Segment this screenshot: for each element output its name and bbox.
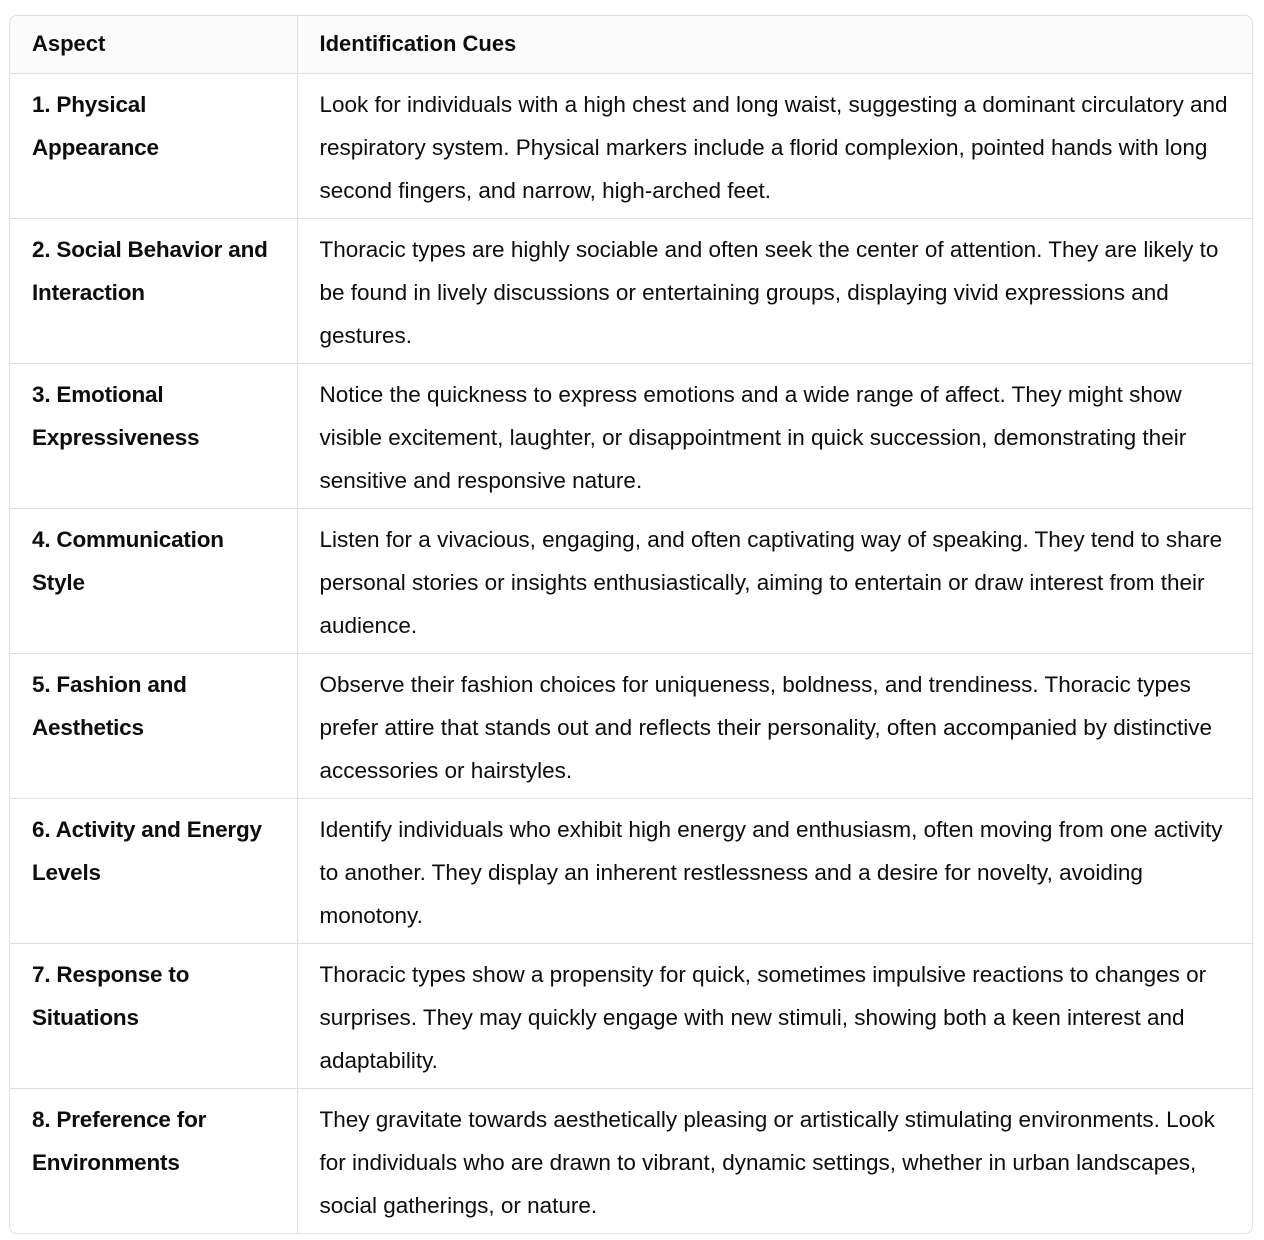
aspect-cell: 1. Physical Appearance — [32, 91, 159, 160]
table-row — [10, 1088, 1252, 1233]
table-row — [10, 218, 1252, 363]
identification-cues-table — [10, 16, 1252, 1233]
cues-cell: Listen for a vivacious, engaging, and often captivating way of speaking. They tend to share personal stories or insights enthusiastically, aiming to entertain or draw interest from their audience. — [297, 508, 1252, 653]
cues-cell: Notice the quickness to express emotions and a wide range of affect. They might show visible excitement, laughter, or disappointment in quick succession, demonstrating their sensitive and responsive nature. — [297, 363, 1252, 508]
aspect-cell: 8. Preference for Environments — [10, 1088, 297, 1233]
table-header-row — [10, 16, 1252, 73]
aspect-cell: 3. Emotional Expressiveness — [10, 363, 297, 508]
cues-cell: Thoracic types are highly sociable and often seek the center of attention. They are likely to be found in lively discussions or entertaining groups, displaying vivid expressions and gestures. — [297, 218, 1252, 363]
aspect-cell: 6. Activity and Energy Levels — [10, 798, 297, 943]
table-row — [10, 653, 1252, 798]
data-table-container — [9, 15, 1253, 1234]
table-row — [10, 508, 1252, 653]
table-row — [10, 363, 1252, 508]
table-row — [10, 798, 1252, 943]
cues-cell: Thoracic types show a propensity for quick, sometimes impulsive reactions to changes or surprises. They may quickly engage with new stimuli, showing both a keen interest and adaptability. — [297, 943, 1252, 1088]
cues-cell: Observe their fashion choices for uniqueness, boldness, and trendiness. Thoracic types prefer attire that stands out and reflects their personality, often accompanied by distinctive accessories or hairstyles. — [297, 653, 1252, 798]
header-aspect: Aspect — [10, 16, 297, 73]
cues-cell: Look for individuals with a high chest and long waist, suggesting a dominant circulatory and respiratory system. Physical markers include a florid complexion, pointed hands with long second fingers, and narrow, high-arched feet. — [297, 73, 1252, 218]
table-row — [10, 73, 1252, 218]
cues-cell: They gravitate towards aesthetically pleasing or artistically stimulating environments. Look for individuals who are drawn to vibrant, dynamic settings, whether in urban landscapes, social gatherings, or nature. — [297, 1088, 1252, 1233]
header-identification-cues: Identification Cues — [297, 16, 1252, 73]
aspect-cell: 7. Response to Situations — [10, 943, 297, 1088]
aspect-cell: 4. Communication Style — [10, 508, 297, 653]
aspect-cell: 2. Social Behavior and Interaction — [10, 218, 297, 363]
cues-cell: Identify individuals who exhibit high energy and enthusiasm, often moving from one activity to another. They display an inherent restlessness and a desire for novelty, avoiding monotony. — [297, 798, 1252, 943]
table-row — [10, 943, 1252, 1088]
aspect-cell: 5. Fashion and Aesthetics — [10, 653, 297, 798]
